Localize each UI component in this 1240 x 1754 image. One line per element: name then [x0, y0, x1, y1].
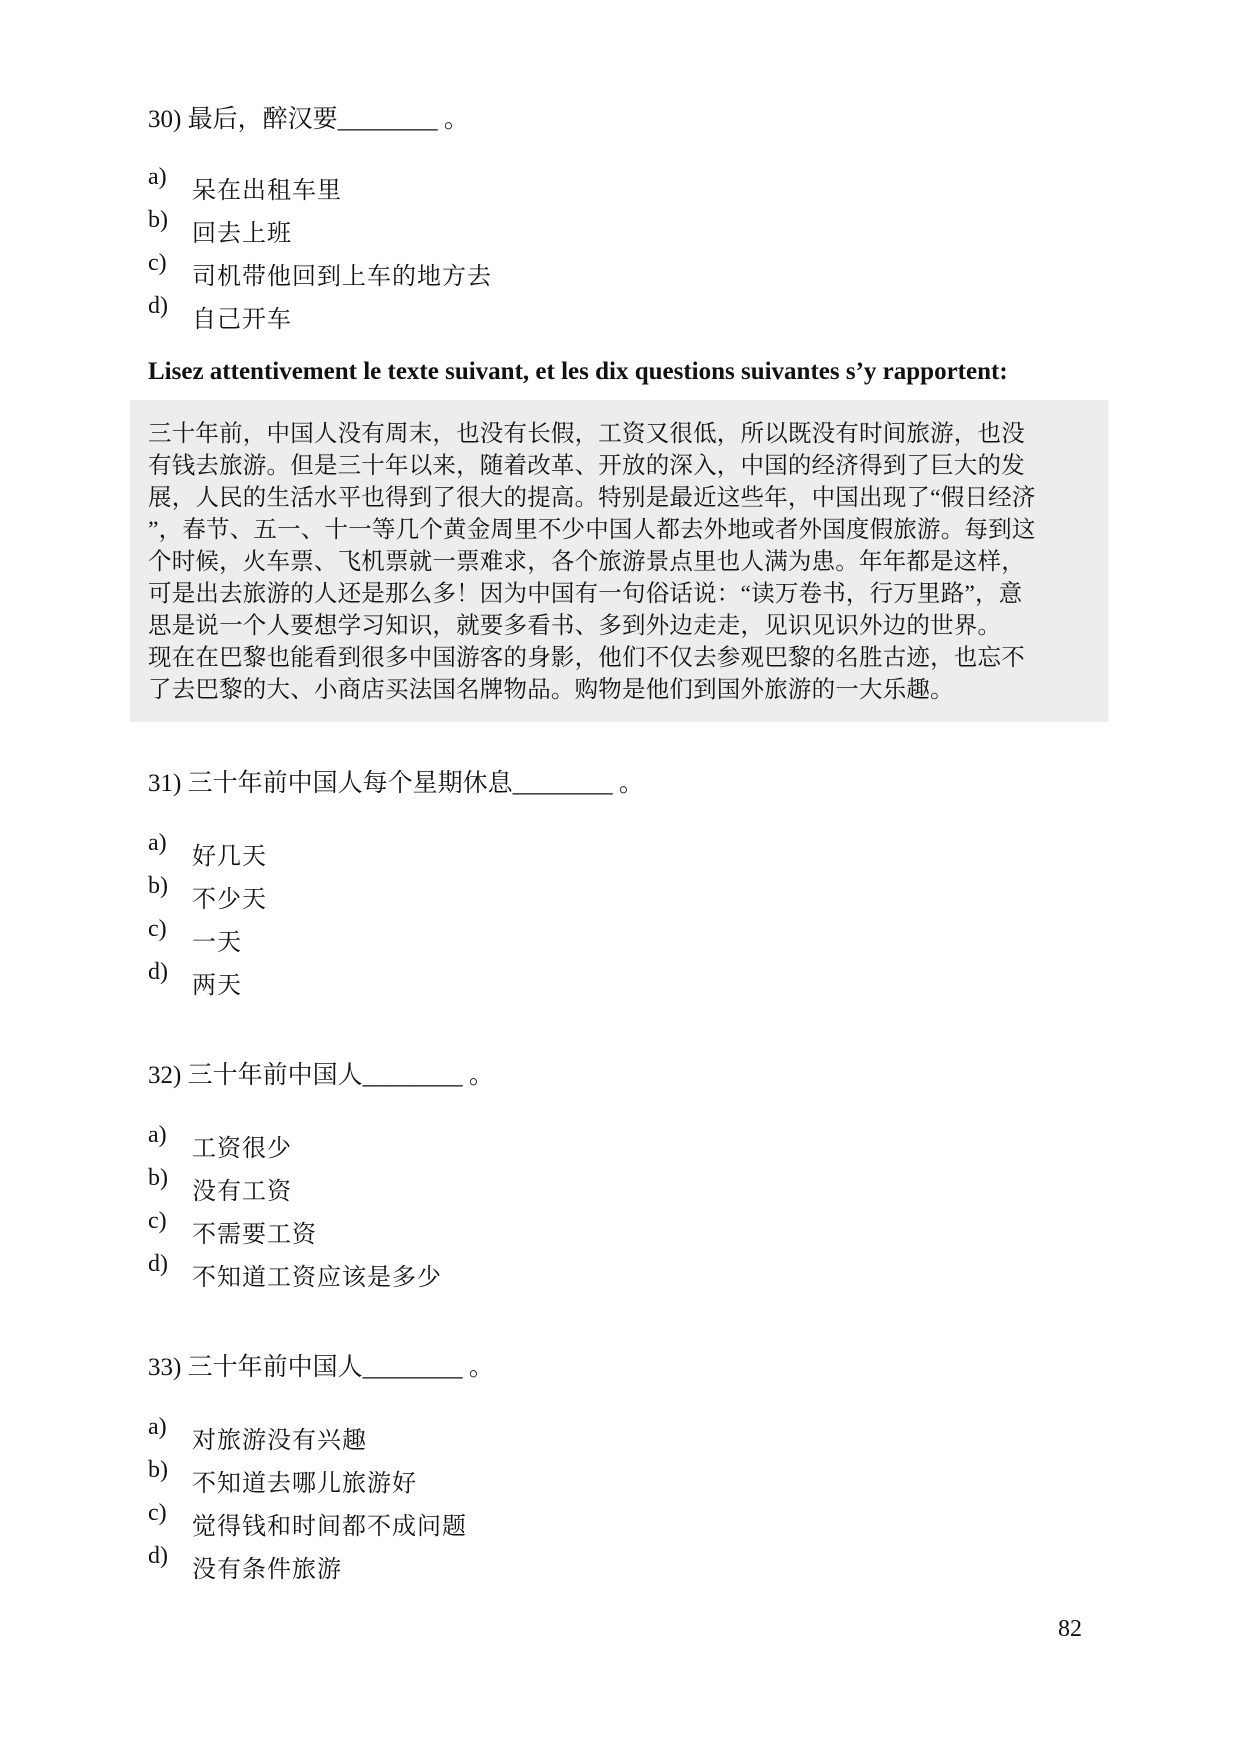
passage-line: 有钱去旅游。但是三十年以来，随着改革、开放的深入，中国的经济得到了巨大的发: [148, 453, 1025, 479]
option-text: 没有条件旅游: [192, 1555, 342, 1583]
option-text: 呆在出租车里: [192, 176, 342, 204]
option-letter: c): [148, 1500, 167, 1526]
option-letter: d): [148, 1251, 168, 1277]
passage-line: 展，人民的生活水平也得到了很大的提高。特别是最近这些年，中国出现了“假日经济: [148, 485, 1036, 511]
option-text: 自己开车: [192, 305, 292, 333]
option-text: 不少天: [192, 885, 267, 913]
option-letter: b): [148, 1165, 168, 1191]
option-letter: c): [148, 1208, 167, 1234]
question-30-title: 30) 最后，醉汉要________ 。: [148, 106, 469, 133]
option-letter: a): [148, 164, 167, 190]
passage-line: 思是说一个人要想学习知识，就要多看书、多到外边走走，见识见识外边的世界。: [148, 613, 1002, 639]
option-text: 对旅游没有兴趣: [192, 1426, 367, 1454]
page-number: 82: [1058, 1616, 1082, 1642]
option-text: 不知道去哪儿旅游好: [192, 1469, 417, 1497]
option-letter: b): [148, 1457, 168, 1483]
option-text: 司机带他回到上车的地方去: [192, 262, 492, 290]
option-letter: d): [148, 293, 168, 319]
reading-instruction: Lisez attentivement le texte suivant, et les dix questions suivantes s’y rapportent:: [148, 358, 1008, 385]
option-letter: c): [148, 916, 167, 942]
option-letter: b): [148, 207, 168, 233]
option-letter: d): [148, 1543, 168, 1569]
option-letter: a): [148, 1414, 167, 1440]
option-letter: a): [148, 1122, 167, 1148]
option-letter: a): [148, 830, 167, 856]
passage-line: 可是出去旅游的人还是那么多！因为中国有一句俗话说：“读万卷书，行万里路”，意: [148, 581, 1023, 607]
option-letter: b): [148, 873, 168, 899]
passage-line: ”，春节、五一、十一等几个黄金周里不少中国人都去外地或者外国度假旅游。每到这: [148, 517, 1036, 543]
option-text: 一天: [192, 928, 242, 956]
passage-line: 三十年前，中国人没有周末，也没有长假，工资又很低，所以既没有时间旅游，也没: [148, 421, 1025, 447]
passage-line: 个时候，火车票、飞机票就一票难求，各个旅游景点里也人满为患。年年都是这样，: [148, 549, 1025, 575]
option-text: 好几天: [192, 842, 267, 870]
reading-passage: [130, 400, 1108, 722]
option-text: 回去上班: [192, 219, 292, 247]
passage-line: 了去巴黎的大、小商店买法国名牌物品。购物是他们到国外旅游的一大乐趣。: [148, 677, 954, 703]
question-31-title: 31) 三十年前中国人每个星期休息________ 。: [148, 770, 644, 797]
passage-line: 现在在巴黎也能看到很多中国游客的身影，他们不仅去参观巴黎的名胜古迹，也忘不: [148, 645, 1025, 671]
option-text: 两天: [192, 971, 242, 999]
option-text: 没有工资: [192, 1177, 292, 1205]
option-text: 工资很少: [192, 1134, 292, 1162]
option-text: 不需要工资: [192, 1220, 317, 1248]
option-letter: c): [148, 250, 167, 276]
question-33-title: 33) 三十年前中国人________ 。: [148, 1354, 494, 1381]
question-32-title: 32) 三十年前中国人________ 。: [148, 1062, 494, 1089]
option-letter: d): [148, 959, 168, 985]
option-text: 不知道工资应该是多少: [192, 1263, 442, 1291]
option-text: 觉得钱和时间都不成问题: [192, 1512, 467, 1540]
